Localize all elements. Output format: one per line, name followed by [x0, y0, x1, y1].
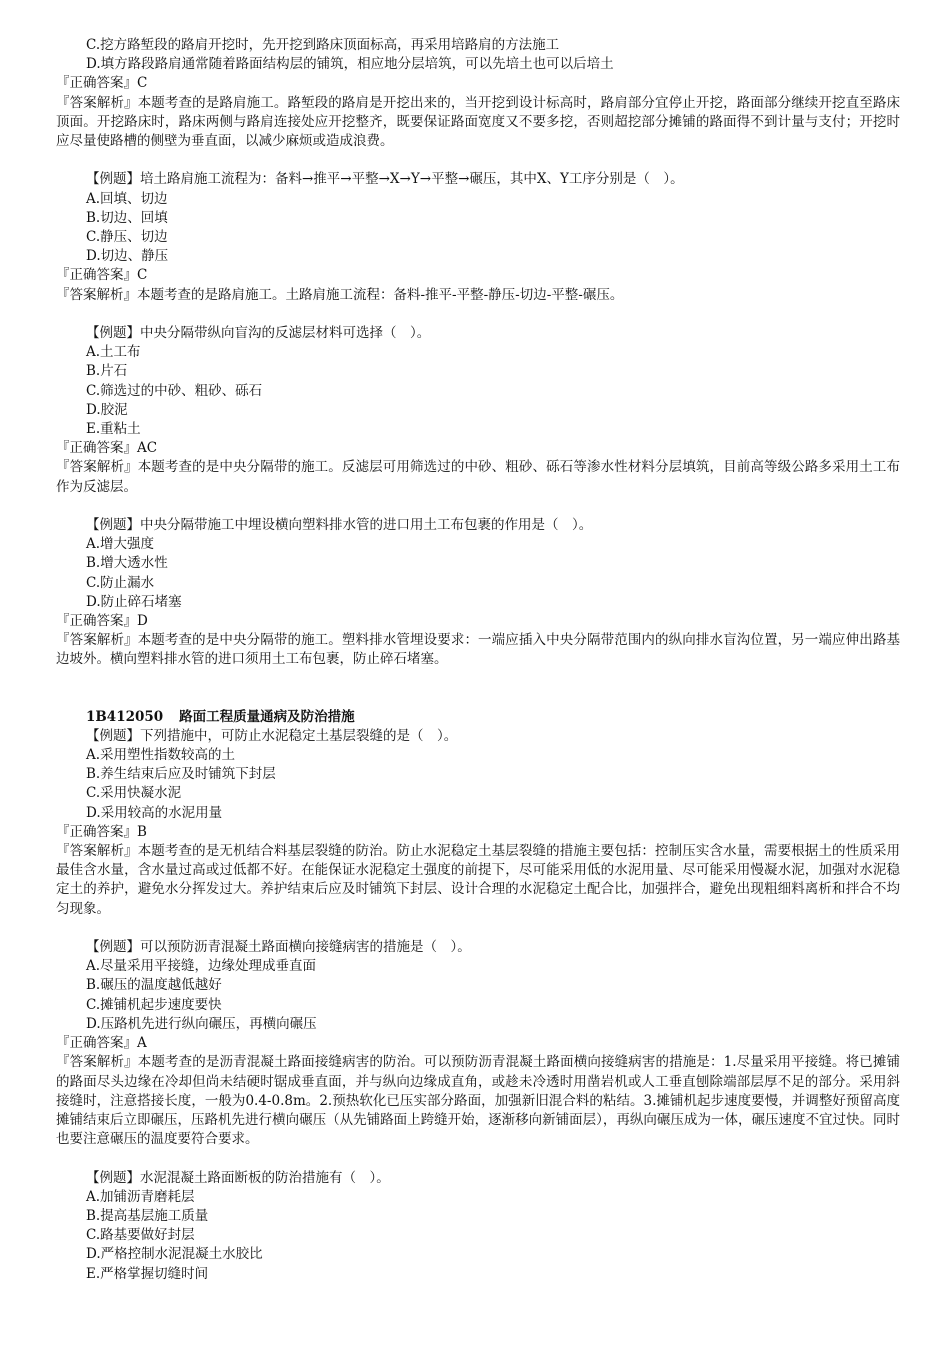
answer: 『正确答案』C: [56, 75, 148, 92]
question: 【例题】培土路肩施工流程为：备料→推平→平整→X→Y→平整→碾压，其中X、Y工序分别是（ ）。: [86, 171, 684, 188]
answer: 『正确答案』AC: [56, 440, 158, 457]
question: 【例题】中央分隔带纵向盲沟的反滤层材料可选择（ ）。: [86, 325, 431, 342]
question-block: [56, 1169, 900, 1284]
option: D.胶泥: [86, 401, 128, 418]
option: B.增大透水性: [86, 555, 168, 572]
option: A.尽量采用平接缝，边缘处理成垂直面: [86, 958, 317, 975]
analysis: 『答案解析』本题考查的是路肩施工。路堑段的路肩是开挖出来的，当开挖到设计标高时，路肩部分宜停止开挖，路面部分继续开挖直至路床顶面。开挖路床时，路床两侧与路肩连接处应开挖整齐，既要保证路面宽度又不要多挖，否则超挖部分摊铺的路面得不到计量与支付；开挖时应尽量使路槽的侧壁为垂直面，以减少麻烦或造成浪费。: [56, 94, 900, 150]
section-code: 1B412050: [86, 708, 164, 725]
analysis: 『答案解析』本题考查的是中央分隔带的施工。反滤层可用筛选过的中砂、粗砂、砾石等渗水性材料分层填筑，目前高等级公路多采用土工布作为反滤层。: [56, 459, 900, 495]
option: A.加铺沥青磨耗层: [86, 1188, 195, 1205]
question: 【例题】可以预防沥青混凝土路面横向接缝病害的措施是（ ）。: [86, 939, 471, 956]
section-title: 路面工程质量通病及防治措施: [179, 708, 355, 725]
document-page: [56, 36, 900, 1284]
question-block: [56, 938, 900, 1149]
option: C.摊铺机起步速度要快: [86, 996, 222, 1013]
option: B.片石: [86, 363, 128, 380]
option: D.压路机先进行纵向碾压，再横向碾压: [86, 1015, 317, 1032]
option: B.提高基层施工质量: [86, 1207, 209, 1224]
question-block: [56, 324, 900, 497]
section-heading: [56, 708, 900, 727]
question: 【例题】水泥混凝土路面断板的防治措施有（ ）。: [86, 1169, 390, 1186]
option: A.回填、切边: [86, 190, 168, 207]
option: C.采用快凝水泥: [86, 785, 182, 802]
analysis: 『答案解析』本题考查的是无机结合料基层裂缝的防治。防止水泥稳定土基层裂缝的措施主要包括：控制压实含水量，需要根据土的性质采用最佳含水量，含水量过高或过低都不好。在能保证水泥稳定土强度的前提下，尽可能采用低的水泥用量、尽可能采用慢凝水泥，加强对水泥稳定土的养护，避免水分挥发过大。养护结束后应及时铺筑下封层、设计合理的水泥稳定土配合比，加强拌合，避免出现粗细料离析和拌合不均匀现象。: [56, 843, 900, 917]
option: C.筛选过的中砂、粗砂、砾石: [86, 382, 263, 399]
option: B.养生结束后应及时铺筑下封层: [86, 766, 276, 783]
analysis: 『答案解析』本题考查的是中央分隔带的施工。塑料排水管埋设要求：一端应插入中央分隔带范围内的纵向排水盲沟位置，另一端应伸出路基边坡外。横向塑料排水管的进口须用土工布包裹，防止碎石堵塞。: [56, 632, 900, 668]
option: D.切边、静压: [86, 248, 169, 265]
option: C.挖方路堑段的路肩开挖时，先开挖到路床顶面标高，再采用培路肩的方法施工: [86, 37, 560, 53]
option: D.采用较高的水泥用量: [86, 804, 223, 821]
option: B.碾压的温度越低越好: [86, 977, 222, 994]
question: 【例题】下列措施中，可防止水泥稳定土基层裂缝的是（ ）。: [86, 727, 458, 744]
question-block: [56, 727, 900, 919]
answer: 『正确答案』D: [56, 613, 148, 630]
answer: 『正确答案』C: [56, 267, 148, 284]
option: D.防止碎石堵塞: [86, 593, 182, 610]
question: 【例题】中央分隔带施工中埋设横向塑料排水管的进口用土工布包裹的作用是（ ）。: [86, 517, 593, 534]
option: A.增大强度: [86, 536, 155, 553]
question-block: [56, 516, 900, 670]
option: D.严格控制水泥混凝土水胶比: [86, 1246, 263, 1263]
option: A.采用塑性指数较高的土: [86, 747, 236, 764]
option: B.切边、回填: [86, 209, 168, 226]
option: D.填方路段路肩通常随着路面结构层的铺筑，相应地分层培筑，可以先培土也可以后培土: [86, 56, 614, 73]
answer: 『正确答案』B: [56, 823, 147, 840]
option: E.严格掌握切缝时间: [86, 1265, 209, 1282]
option: C.防止漏水: [86, 574, 155, 591]
option: C.静压、切边: [86, 229, 168, 246]
option: E.重粘土: [86, 421, 141, 438]
option: C.路基要做好封层: [86, 1227, 195, 1244]
option: A.土工布: [86, 344, 141, 361]
analysis: 『答案解析』本题考查的是路肩施工。土路肩施工流程：备料-推平-平整-静压-切边-平整-碾压。: [56, 286, 624, 303]
block-0: [56, 36, 900, 151]
question-block: [56, 170, 900, 304]
analysis: 『答案解析』本题考查的是沥青混凝土路面接缝病害的防治。可以预防沥青混凝土路面横向接缝病害的措施是：1.尽量采用平接缝。将已摊铺的路面尽头边缘在冷却但尚未结硬时锯成垂直面，并与纵向边缘成直角，或趁未冷透时用凿岩机或人工垂直刨除端部层厚不足的部分。采用斜接缝时，注意搭接长度，一般为0.4-0.8m。2.预热软化已压实部分路面，加强新旧混合料的粘结。3.摊铺机起步速度要慢，并调整好预留高度摊铺结束后立即碾压，压路机先进行横向碾压（从先铺路面上跨缝开始，逐渐移向新铺面层），再纵向碾压成为一体，碾压速度不宜过快。同时也要注意碾压的温度要符合要求。: [56, 1054, 900, 1148]
answer: 『正确答案』A: [56, 1035, 147, 1052]
